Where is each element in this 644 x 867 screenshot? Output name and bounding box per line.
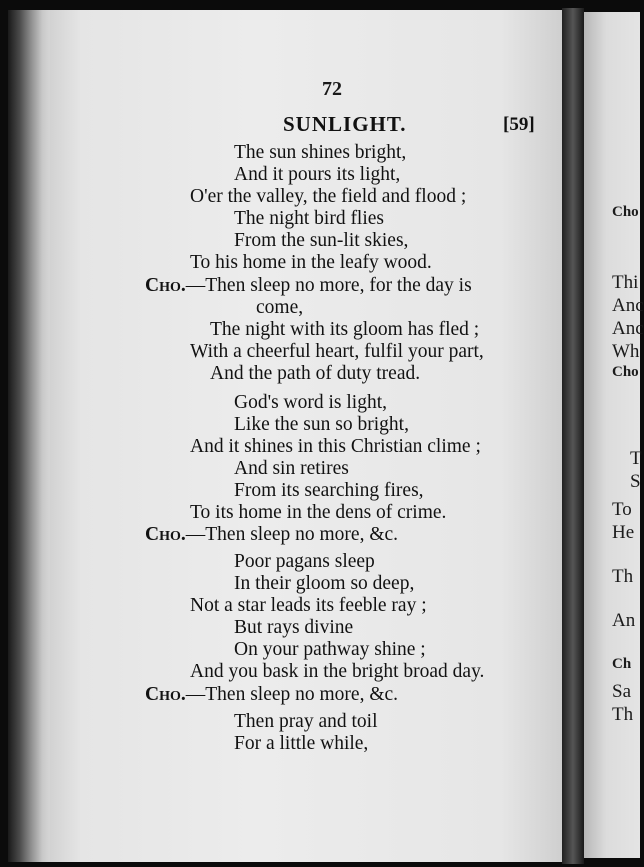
verse-line: To its home in the dens of crime. [190, 502, 447, 523]
verse-line: For a little while, [234, 733, 369, 754]
verse-line: But rays divine [234, 617, 354, 638]
verse-line: And the path of duty tread. [210, 363, 421, 384]
chorus-label: Cho. [145, 275, 186, 296]
verse-line: The night with its gloom has fled ; [210, 319, 480, 340]
verse-line: Like the sun so bright, [234, 414, 409, 435]
chorus-label: Cho. [145, 524, 186, 545]
chorus-line: Cho.—Then sleep no more, &c. [145, 684, 399, 705]
verse-line: God's word is light, [234, 392, 388, 413]
right-page [584, 12, 640, 858]
verse-line: The sun shines bright, [234, 142, 407, 163]
right-page-fragment: Th [612, 704, 634, 725]
book-spine [8, 10, 54, 862]
right-page-fragment: Sa [612, 681, 631, 702]
right-page-fragment: Ch [612, 656, 632, 672]
hymn-number: [59] [503, 114, 535, 135]
chorus-line: Cho.—Then sleep no more, for the day is [145, 275, 472, 296]
page-number: 72 [322, 78, 342, 100]
right-page-fragment: Thi [612, 272, 639, 293]
verse-line: Not a star leads its feeble ray ; [190, 595, 427, 616]
right-page-fragment: He [612, 522, 635, 543]
verse-line: The night bird flies [234, 208, 385, 229]
page-gutter [562, 8, 584, 864]
verse-line: And it pours its light, [234, 164, 401, 185]
right-page-fragment: Th [612, 566, 634, 587]
verse-line: To his home in the leafy wood. [190, 252, 432, 273]
verse-line: O'er the valley, the field and flood ; [190, 186, 467, 207]
verse-line: come, [256, 297, 304, 318]
right-page-fragment: Wh [612, 341, 640, 362]
song-title: SUNLIGHT. [283, 112, 407, 136]
right-page-fragment: Anc [612, 295, 644, 316]
verse-line: Then pray and toil [234, 711, 378, 732]
right-page-fragment: T [630, 448, 642, 469]
verse-line: With a cheerful heart, fulfil your part, [190, 341, 484, 362]
verse-line: And it shines in this Christian clime ; [190, 436, 481, 457]
verse-line: From its searching fires, [234, 480, 424, 501]
verse-line: And sin retires [234, 458, 349, 479]
verse-line: And you bask in the bright broad day. [190, 661, 485, 682]
right-page-fragment: To [612, 499, 632, 520]
chorus-label: Cho. [145, 684, 186, 705]
verse-line: Poor pagans sleep [234, 551, 375, 572]
right-page-fragment: S [630, 471, 641, 492]
verse-line: On your pathway shine ; [234, 639, 426, 660]
verse-line: From the sun-lit skies, [234, 230, 409, 251]
verse-line: In their gloom so deep, [234, 573, 415, 594]
right-page-fragment: Anc [612, 318, 644, 339]
chorus-line: Cho.—Then sleep no more, &c. [145, 524, 399, 545]
right-page-fragment: An [612, 610, 636, 631]
right-page-fragment: Cho [612, 364, 639, 380]
right-page-fragment: Cho [612, 204, 639, 220]
